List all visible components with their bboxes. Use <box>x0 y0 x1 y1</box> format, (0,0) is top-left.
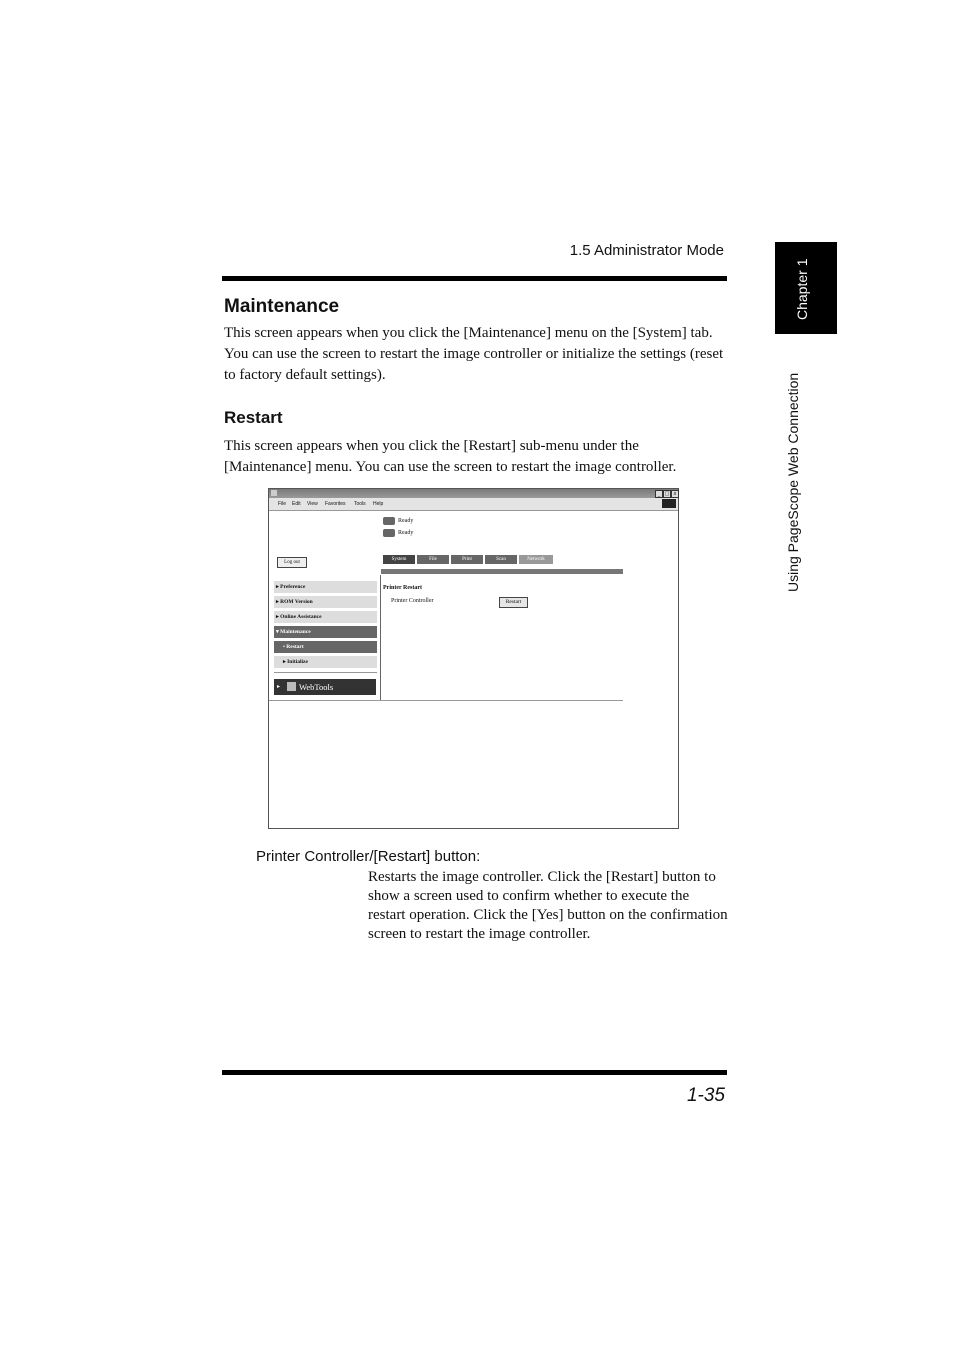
browser-throbber-icon <box>662 499 676 508</box>
webtools-button[interactable] <box>274 679 376 695</box>
tab-file[interactable]: File <box>417 555 449 564</box>
webtools-arrow-icon: ▸ <box>277 684 281 690</box>
sidebar-divider <box>380 575 381 700</box>
item-description: Restarts the image controller. Click the [Restart] button to show a screen used to confirm whether to execute the restart operation. Click the [Yes] button on the confirmation screen to restart the image controller. <box>368 869 728 942</box>
subsection-title-restart: Restart <box>224 408 283 427</box>
side-title: Using PageScope Web Connection <box>785 372 801 592</box>
printer-controller-label: Printer Controller <box>391 598 434 604</box>
nav-initialize[interactable]: ▸ Initialize <box>274 656 377 668</box>
section-title-maintenance: Maintenance <box>224 296 340 317</box>
printer-status-icon <box>383 517 395 525</box>
footer-rule <box>222 1070 727 1075</box>
scanner-status-text: Ready <box>398 530 414 536</box>
content-bottom-rule <box>269 700 623 701</box>
menu-file[interactable]: File <box>278 501 287 507</box>
minimize-icon[interactable]: _ <box>655 490 663 498</box>
menu-tools[interactable]: Tools <box>354 501 366 507</box>
app-icon <box>271 490 277 496</box>
item-heading: Printer Controller/[Restart] button: <box>256 848 481 865</box>
logout-button[interactable]: Log out <box>277 557 307 568</box>
nav-maintenance[interactable]: ▾ Maintenance <box>274 626 377 638</box>
menu-favorites[interactable]: Favorites <box>325 501 346 507</box>
printer-restart-title: Printer Restart <box>383 585 423 591</box>
page-number: 1-35 <box>686 1085 725 1106</box>
scanner-status-icon <box>383 529 395 537</box>
tab-print[interactable]: Print <box>451 555 483 564</box>
nav-online-assistance[interactable]: ▸ Online Assistance <box>274 611 377 623</box>
chapter-label: Chapter 1 <box>794 258 810 320</box>
maintenance-paragraph: This screen appears when you click the [Maintenance] menu on the [System] tab. You can use the screen to restart the image controller or initialize the settings (reset to factory default settings). <box>224 325 724 383</box>
running-header: 1.5 Administrator Mode <box>569 242 724 259</box>
restart-button[interactable]: Restart <box>499 597 528 608</box>
close-icon[interactable]: x <box>671 490 679 498</box>
menu-edit[interactable]: Edit <box>292 501 301 507</box>
browser-screenshot <box>268 488 679 829</box>
webtools-label: WebTools <box>299 682 334 692</box>
window-titlebar <box>269 489 678 498</box>
nav-preference[interactable]: ▸ Preference <box>274 581 377 593</box>
printer-status-text: Ready <box>398 518 414 524</box>
nav-divider <box>274 672 377 673</box>
tab-stripe <box>381 569 623 574</box>
webtools-icon <box>287 682 296 691</box>
nav-restart[interactable]: • Restart <box>274 641 377 653</box>
browser-menubar <box>269 498 678 511</box>
nav-rom-version[interactable]: ▸ ROM Version <box>274 596 377 608</box>
tab-scan[interactable]: Scan <box>485 555 517 564</box>
menu-view[interactable]: View <box>307 501 318 507</box>
tab-network[interactable]: Network <box>519 555 553 564</box>
tab-system[interactable]: System <box>383 555 415 564</box>
header-rule <box>222 276 727 281</box>
maximize-icon[interactable]: □ <box>664 491 670 497</box>
restart-paragraph: This screen appears when you click the [Restart] sub-menu under the [Maintenance] menu. You can use the screen to restart the image controller. <box>224 438 677 475</box>
menu-help[interactable]: Help <box>373 501 384 507</box>
